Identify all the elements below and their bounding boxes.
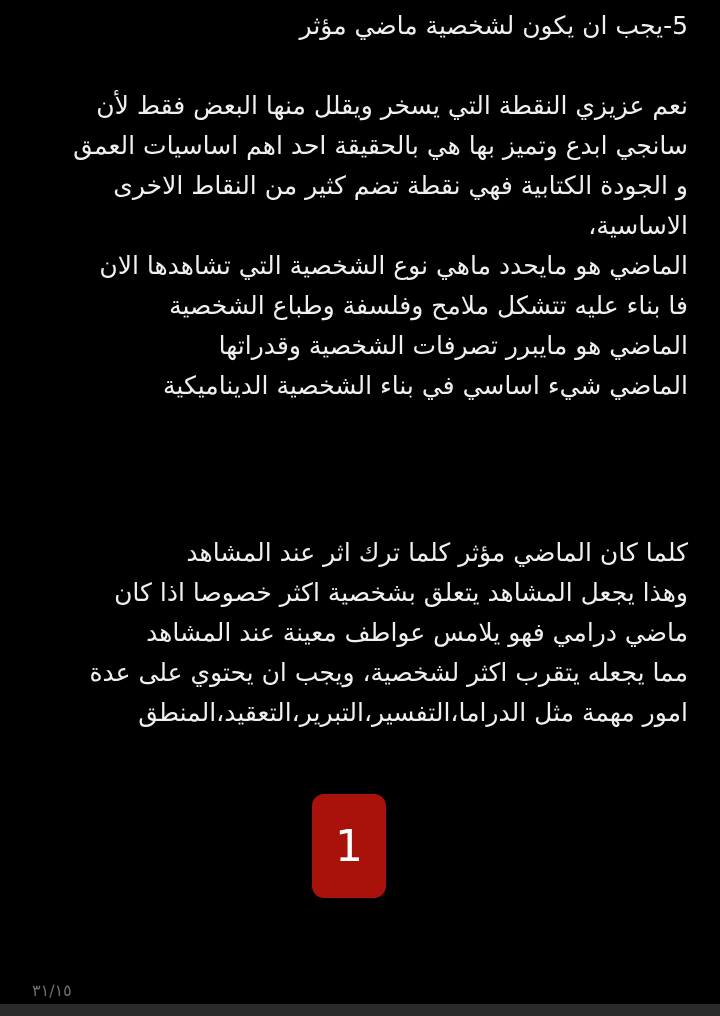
counter-badge (312, 794, 386, 898)
section-heading (28, 6, 688, 46)
paragraph-line: وهذا يجعل المشاهد يتعلق بشخصية اكثر خصوصا اذا كان (114, 578, 688, 607)
paragraph-line: الماضي شيء اساسي في بناء الشخصية الديناميكية (163, 371, 688, 400)
page-indicator: ٣١/١٥ (32, 981, 72, 1000)
heading-text: 5-يجب ان يكون لشخصية ماضي مؤثر (299, 11, 688, 40)
paragraph-line: نعم عزيزي النقطة التي يسخر ويقلل منها البعض فقط لأن (96, 91, 688, 120)
paragraph-line: الماضي هو مايبرر تصرفات الشخصية وقدراتها (218, 331, 688, 360)
paragraph-2 (28, 533, 688, 733)
counter-badge-number: 1 (335, 820, 363, 872)
paragraph-line: الماضي هو مايحدد ماهي نوع الشخصية التي تشاهدها الان (99, 251, 688, 280)
paragraph-line: مما يجعله يتقرب اكثر لشخصية، ويجب ان يحتوي على عدة (89, 658, 688, 687)
paragraph-line: الاساسية، (588, 211, 688, 240)
paragraph-line: كلما كان الماضي مؤثر كلما ترك اثر عند المشاهد (186, 538, 688, 567)
paragraph-line: و الجودة الكتابية فهي نقطة تضم كثير من النقاط الاخرى (113, 171, 688, 200)
paragraph-line: ماضي درامي فهو يلامس عواطف معينة عند المشاهد (146, 618, 688, 647)
paragraph-line: سانجي ابدع وتميز بها هي بالحقيقة احد اهم اساسيات العمق (73, 131, 688, 160)
paragraph-line: فا بناء عليه تتشكل ملامح وفلسفة وطباع الشخصية (169, 291, 688, 320)
paragraph-line: امور مهمة مثل الدراما،التفسير،التبرير،التعقيد،المنطق (138, 698, 688, 727)
paragraph-1 (28, 86, 688, 406)
bottom-bar (0, 1004, 720, 1016)
